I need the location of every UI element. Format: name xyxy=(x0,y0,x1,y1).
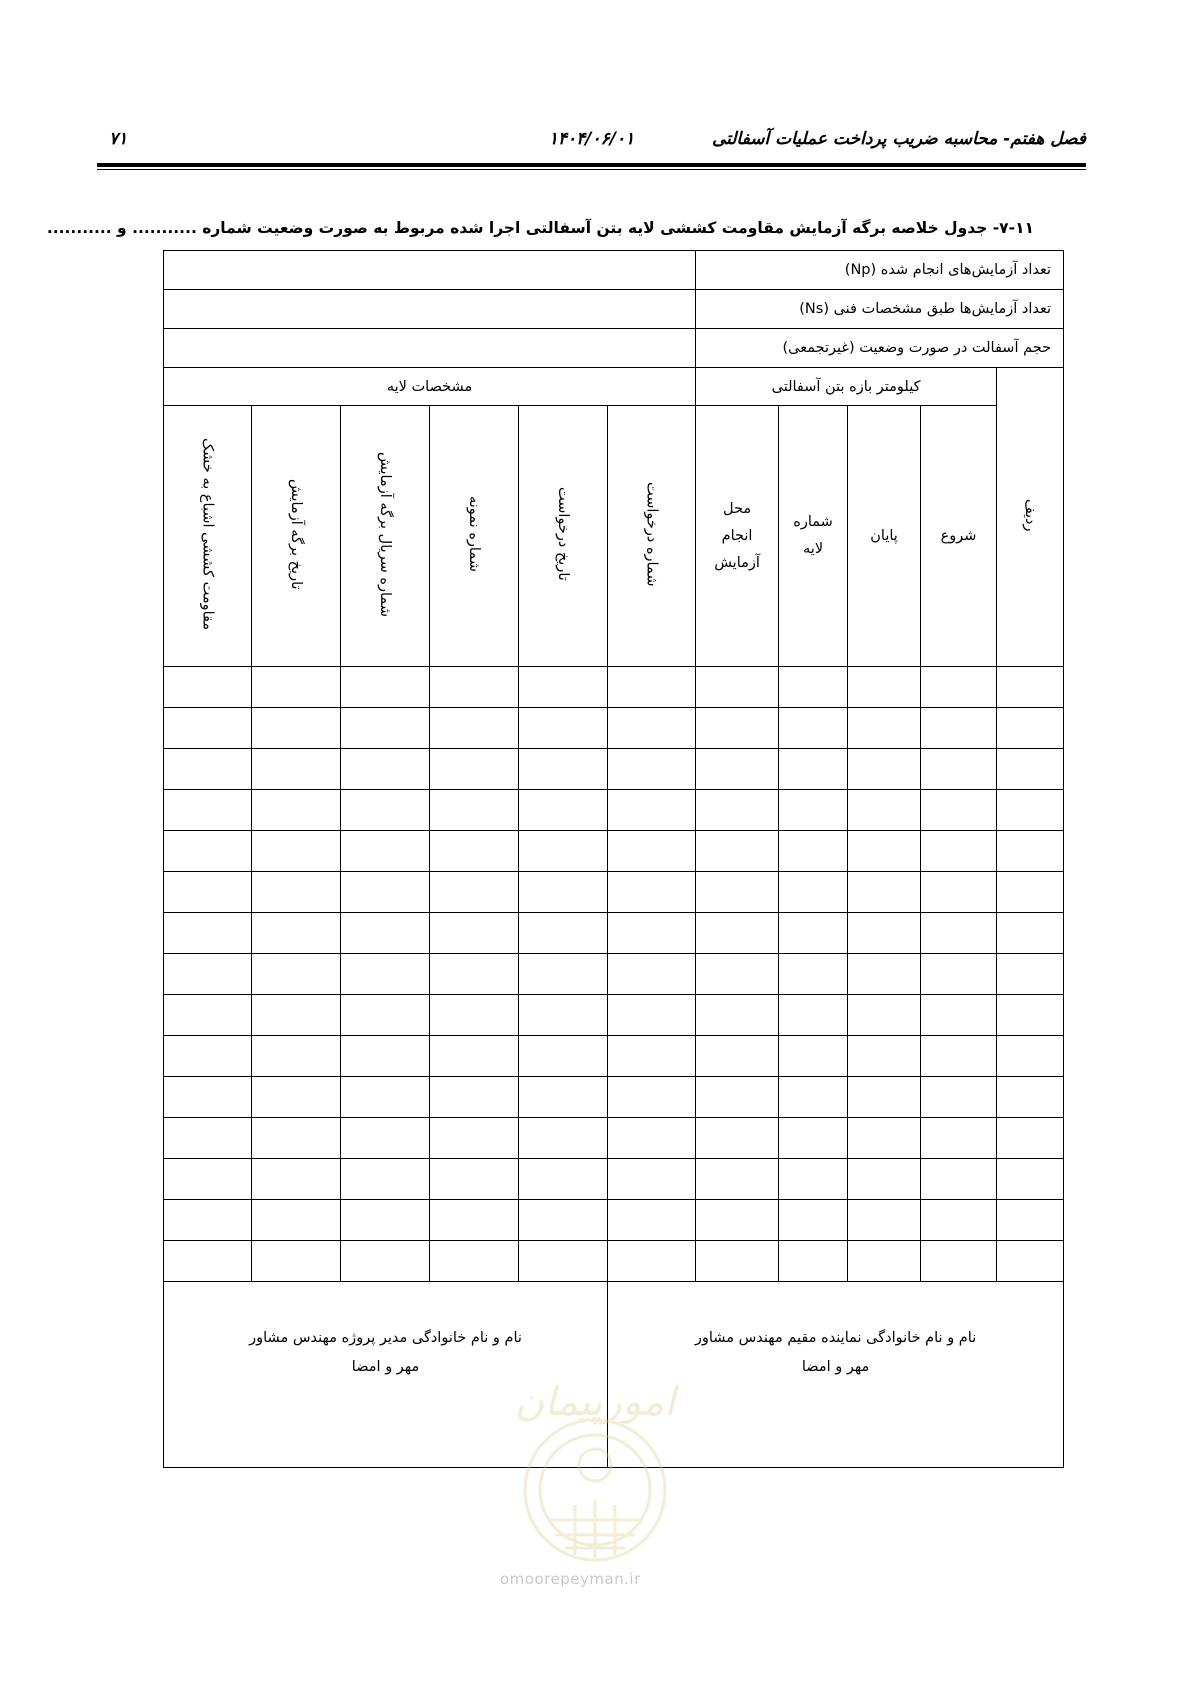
table-cell[interactable] xyxy=(779,872,848,913)
table-cell[interactable] xyxy=(430,954,519,995)
signature-project-manager-title: نام و نام خانوادگی مدیر پروژه مهندس مشاور xyxy=(249,1330,522,1346)
table-cell[interactable] xyxy=(779,790,848,831)
table-cell[interactable] xyxy=(779,667,848,708)
table-cell[interactable] xyxy=(164,954,252,995)
table-cell[interactable] xyxy=(779,1159,848,1200)
chapter-title: فصل هفتم- محاسبه ضریب پرداخت عملیات آسفالتی xyxy=(711,129,1086,149)
col-sheet-serial-label: شماره سریال برگه آزمایش xyxy=(377,451,394,617)
signature-row xyxy=(164,1282,1064,1468)
col-sample-number-label: شماره نمونه xyxy=(466,496,483,572)
col-layer-number-header: شماره لایه xyxy=(779,406,848,667)
col-request-number-header xyxy=(608,406,696,667)
table-row xyxy=(164,1241,1064,1282)
table-cell[interactable] xyxy=(341,790,430,831)
table-cell[interactable] xyxy=(519,1118,608,1159)
table-cell[interactable] xyxy=(519,790,608,831)
table-cell[interactable] xyxy=(430,831,519,872)
info-label-volume: حجم آسفالت در صورت وضعیت (غیرتجمعی) xyxy=(696,329,1064,368)
table-cell[interactable] xyxy=(608,913,696,954)
table-cell[interactable] xyxy=(848,831,921,872)
table-row xyxy=(164,708,1064,749)
table-cell[interactable] xyxy=(696,1077,779,1118)
table-cell[interactable] xyxy=(341,954,430,995)
col-tensile-strength-header xyxy=(164,406,252,667)
table-cell[interactable] xyxy=(608,1077,696,1118)
table-cell[interactable] xyxy=(779,831,848,872)
table-cell[interactable] xyxy=(430,790,519,831)
table-cell[interactable] xyxy=(921,995,997,1036)
table-cell[interactable] xyxy=(848,1036,921,1077)
layer-specs-group-header: مشخصات لایه xyxy=(164,368,696,406)
table-cell[interactable] xyxy=(252,1118,341,1159)
table-cell[interactable] xyxy=(430,1200,519,1241)
table-cell[interactable] xyxy=(252,1077,341,1118)
header-date: ۱۴۰۴/۰۶/۰۱ xyxy=(548,129,635,149)
header-rule-thick xyxy=(97,163,1086,167)
table-cell[interactable] xyxy=(921,1159,997,1200)
table-cell[interactable] xyxy=(164,913,252,954)
info-row-volume xyxy=(164,329,1064,368)
signature-resident-rep-title: نام و نام خانوادگی نماینده مقیم مهندس مشاور xyxy=(694,1330,977,1346)
table-cell[interactable] xyxy=(997,995,1064,1036)
table-cell[interactable] xyxy=(997,1241,1064,1282)
table-cell[interactable] xyxy=(608,831,696,872)
table-cell[interactable] xyxy=(608,1159,696,1200)
table-cell[interactable] xyxy=(519,872,608,913)
table-cell[interactable] xyxy=(779,1077,848,1118)
table-cell[interactable] xyxy=(779,749,848,790)
table-cell[interactable] xyxy=(341,1036,430,1077)
col-request-date-header xyxy=(519,406,608,667)
table-cell[interactable] xyxy=(997,954,1064,995)
table-cell[interactable] xyxy=(608,749,696,790)
table-cell[interactable] xyxy=(696,954,779,995)
info-value-ns[interactable] xyxy=(164,290,696,329)
table-cell[interactable] xyxy=(696,1036,779,1077)
table-cell[interactable] xyxy=(519,995,608,1036)
table-cell[interactable] xyxy=(921,667,997,708)
table-cell[interactable] xyxy=(252,913,341,954)
table-cell[interactable] xyxy=(341,1077,430,1118)
table-cell[interactable] xyxy=(696,831,779,872)
table-cell[interactable] xyxy=(696,790,779,831)
table-cell[interactable] xyxy=(519,831,608,872)
table-cell[interactable] xyxy=(696,1118,779,1159)
table-cell[interactable] xyxy=(164,1200,252,1241)
table-row xyxy=(164,1159,1064,1200)
table-row xyxy=(164,790,1064,831)
table-cell[interactable] xyxy=(921,1200,997,1241)
table-cell[interactable] xyxy=(921,1118,997,1159)
table-row xyxy=(164,1200,1064,1241)
table-cell[interactable] xyxy=(341,995,430,1036)
info-row-np xyxy=(164,251,1064,290)
table-cell[interactable] xyxy=(997,872,1064,913)
table-cell[interactable] xyxy=(341,1118,430,1159)
table-cell[interactable] xyxy=(608,1200,696,1241)
table-cell[interactable] xyxy=(779,913,848,954)
table-cell[interactable] xyxy=(696,913,779,954)
table-row xyxy=(164,1036,1064,1077)
table-cell[interactable] xyxy=(252,790,341,831)
table-row xyxy=(164,1077,1064,1118)
table-cell[interactable] xyxy=(848,1118,921,1159)
table-row xyxy=(164,913,1064,954)
table-cell[interactable] xyxy=(519,708,608,749)
table-cell[interactable] xyxy=(848,708,921,749)
page-header xyxy=(97,128,1086,158)
table-cell[interactable] xyxy=(608,954,696,995)
col-request-date-label: تاریخ درخواست xyxy=(555,487,572,581)
table-row xyxy=(164,995,1064,1036)
table-cell[interactable] xyxy=(696,708,779,749)
signature-resident-rep[interactable] xyxy=(608,1282,1064,1468)
table-cell[interactable] xyxy=(848,954,921,995)
row-number-header xyxy=(997,368,1064,667)
table-cell[interactable] xyxy=(252,667,341,708)
table-cell[interactable] xyxy=(921,872,997,913)
signature-resident-rep-sub: مهر و امضا xyxy=(801,1359,870,1375)
table-row xyxy=(164,749,1064,790)
table-cell[interactable] xyxy=(252,1159,341,1200)
table-cell[interactable] xyxy=(997,913,1064,954)
table-cell[interactable] xyxy=(519,1241,608,1282)
kilometer-group-header: کیلومتر بازه بتن آسفالتی xyxy=(696,368,997,406)
table-cell[interactable] xyxy=(164,708,252,749)
table-cell[interactable] xyxy=(608,1241,696,1282)
table-cell[interactable] xyxy=(696,667,779,708)
table-cell[interactable] xyxy=(608,667,696,708)
data-rows xyxy=(164,667,1064,1282)
table-cell[interactable] xyxy=(921,708,997,749)
table-cell[interactable] xyxy=(164,872,252,913)
column-header-row xyxy=(164,406,1064,667)
table-cell[interactable] xyxy=(341,1159,430,1200)
table-cell[interactable] xyxy=(252,1036,341,1077)
table-cell[interactable] xyxy=(164,667,252,708)
watermark-url: omoorepeyman.ir xyxy=(500,1570,641,1588)
table-cell[interactable] xyxy=(608,995,696,1036)
table-cell[interactable] xyxy=(430,872,519,913)
table-cell[interactable] xyxy=(430,1036,519,1077)
table-cell[interactable] xyxy=(848,1159,921,1200)
table-cell[interactable] xyxy=(430,667,519,708)
table-cell[interactable] xyxy=(779,1118,848,1159)
table-cell[interactable] xyxy=(848,913,921,954)
table-cell[interactable] xyxy=(848,995,921,1036)
table-cell[interactable] xyxy=(252,831,341,872)
table-cell[interactable] xyxy=(848,667,921,708)
table-cell[interactable] xyxy=(164,1118,252,1159)
info-label-np: تعداد آزمایش‌های انجام شده (Np) xyxy=(696,251,1064,290)
table-cell[interactable] xyxy=(848,1077,921,1118)
table-cell[interactable] xyxy=(779,1200,848,1241)
signature-project-manager-sub: مهر و امضا xyxy=(351,1359,420,1375)
info-value-volume[interactable] xyxy=(164,329,696,368)
table-cell[interactable] xyxy=(430,1159,519,1200)
table-cell[interactable] xyxy=(341,1241,430,1282)
table-row xyxy=(164,954,1064,995)
table-cell[interactable] xyxy=(519,1200,608,1241)
table-cell[interactable] xyxy=(848,749,921,790)
table-cell[interactable] xyxy=(921,831,997,872)
table-cell[interactable] xyxy=(430,995,519,1036)
table-cell[interactable] xyxy=(252,872,341,913)
table-cell[interactable] xyxy=(921,954,997,995)
table-caption: ۷-۱۱- جدول خلاصه برگه آزمایش مقاومت کششی لایه بتن آسفالتی اجرا شده مربوط به صورت وضعیت شماره ........... و ........... xyxy=(46,219,1034,237)
table-cell[interactable] xyxy=(997,1159,1064,1200)
table-cell[interactable] xyxy=(341,831,430,872)
table-cell[interactable] xyxy=(608,790,696,831)
table-cell[interactable] xyxy=(696,1159,779,1200)
watermark-logo-text: امورپیمان xyxy=(514,1379,676,1425)
table-cell[interactable] xyxy=(430,1118,519,1159)
table-cell[interactable] xyxy=(341,913,430,954)
header-rule-thin xyxy=(97,169,1086,170)
table-cell[interactable] xyxy=(696,1241,779,1282)
table-cell[interactable] xyxy=(997,749,1064,790)
table-row xyxy=(164,872,1064,913)
table-cell[interactable] xyxy=(779,995,848,1036)
col-sheet-date-header xyxy=(252,406,341,667)
table-cell[interactable] xyxy=(252,954,341,995)
table-cell[interactable] xyxy=(997,790,1064,831)
table-cell[interactable] xyxy=(696,872,779,913)
table-row xyxy=(164,667,1064,708)
table-cell[interactable] xyxy=(341,667,430,708)
table-cell[interactable] xyxy=(341,1200,430,1241)
table-cell[interactable] xyxy=(252,708,341,749)
col-end-header: پایان xyxy=(848,406,921,667)
col-sheet-date-label: تاریخ برگه آزمایش xyxy=(288,478,305,590)
table-cell[interactable] xyxy=(921,1036,997,1077)
table-row xyxy=(164,831,1064,872)
table-cell[interactable] xyxy=(997,1118,1064,1159)
table-cell[interactable] xyxy=(519,1159,608,1200)
table-cell[interactable] xyxy=(848,1200,921,1241)
table-row xyxy=(164,1118,1064,1159)
table-cell[interactable] xyxy=(164,831,252,872)
table-cell[interactable] xyxy=(696,749,779,790)
group-header-row xyxy=(164,368,1064,406)
test-summary-table xyxy=(163,250,1064,1468)
table-cell[interactable] xyxy=(341,708,430,749)
table-cell[interactable] xyxy=(164,995,252,1036)
table-cell[interactable] xyxy=(430,1077,519,1118)
table-cell[interactable] xyxy=(430,708,519,749)
col-tensile-strength-label: مقاومت کششی اشباع به خشک xyxy=(199,437,216,631)
table-cell[interactable] xyxy=(608,872,696,913)
table-cell[interactable] xyxy=(921,749,997,790)
table-cell[interactable] xyxy=(779,708,848,749)
table-cell[interactable] xyxy=(779,1036,848,1077)
table-cell[interactable] xyxy=(519,954,608,995)
table-cell[interactable] xyxy=(921,790,997,831)
info-value-np[interactable] xyxy=(164,251,696,290)
table-cell[interactable] xyxy=(252,1241,341,1282)
table-cell[interactable] xyxy=(164,1036,252,1077)
table-cell[interactable] xyxy=(696,1200,779,1241)
table-cell[interactable] xyxy=(779,1241,848,1282)
table-cell[interactable] xyxy=(519,667,608,708)
table-cell[interactable] xyxy=(997,831,1064,872)
col-test-location-header: محل انجام آزمایش xyxy=(696,406,779,667)
signature-project-manager[interactable] xyxy=(164,1282,608,1468)
table-cell[interactable] xyxy=(519,1036,608,1077)
table-cell[interactable] xyxy=(164,1159,252,1200)
table-cell[interactable] xyxy=(997,1200,1064,1241)
table-cell[interactable] xyxy=(430,749,519,790)
table-cell[interactable] xyxy=(164,1241,252,1282)
info-label-ns: تعداد آزمایش‌ها طبق مشخصات فنی (Ns) xyxy=(696,290,1064,329)
table-cell[interactable] xyxy=(519,913,608,954)
table-cell[interactable] xyxy=(997,708,1064,749)
table-cell[interactable] xyxy=(997,667,1064,708)
table-cell[interactable] xyxy=(608,1036,696,1077)
row-number-header-label: ردیف xyxy=(1022,498,1039,532)
table-cell[interactable] xyxy=(997,1077,1064,1118)
table-cell[interactable] xyxy=(848,1241,921,1282)
table-cell[interactable] xyxy=(608,1118,696,1159)
table-cell[interactable] xyxy=(252,1200,341,1241)
table-cell[interactable] xyxy=(430,913,519,954)
table-cell[interactable] xyxy=(341,749,430,790)
table-cell[interactable] xyxy=(848,790,921,831)
page-number: ۷۱ xyxy=(109,129,128,149)
table-cell[interactable] xyxy=(519,749,608,790)
table-cell[interactable] xyxy=(921,913,997,954)
col-request-number-label: شماره درخواست xyxy=(643,481,660,587)
col-sheet-serial-header xyxy=(341,406,430,667)
table-cell[interactable] xyxy=(164,749,252,790)
table-cell[interactable] xyxy=(696,995,779,1036)
table-cell[interactable] xyxy=(921,1241,997,1282)
col-start-header: شروع xyxy=(921,406,997,667)
col-sample-number-header xyxy=(430,406,519,667)
table-cell[interactable] xyxy=(848,872,921,913)
table-cell[interactable] xyxy=(252,995,341,1036)
table-cell[interactable] xyxy=(997,1036,1064,1077)
table-cell[interactable] xyxy=(341,872,430,913)
info-row-ns xyxy=(164,290,1064,329)
table-cell[interactable] xyxy=(252,749,341,790)
table-cell[interactable] xyxy=(164,1077,252,1118)
table-cell[interactable] xyxy=(779,954,848,995)
table-cell[interactable] xyxy=(921,1077,997,1118)
table-cell[interactable] xyxy=(608,708,696,749)
table-cell[interactable] xyxy=(164,790,252,831)
table-cell[interactable] xyxy=(430,1241,519,1282)
table-cell[interactable] xyxy=(519,1077,608,1118)
